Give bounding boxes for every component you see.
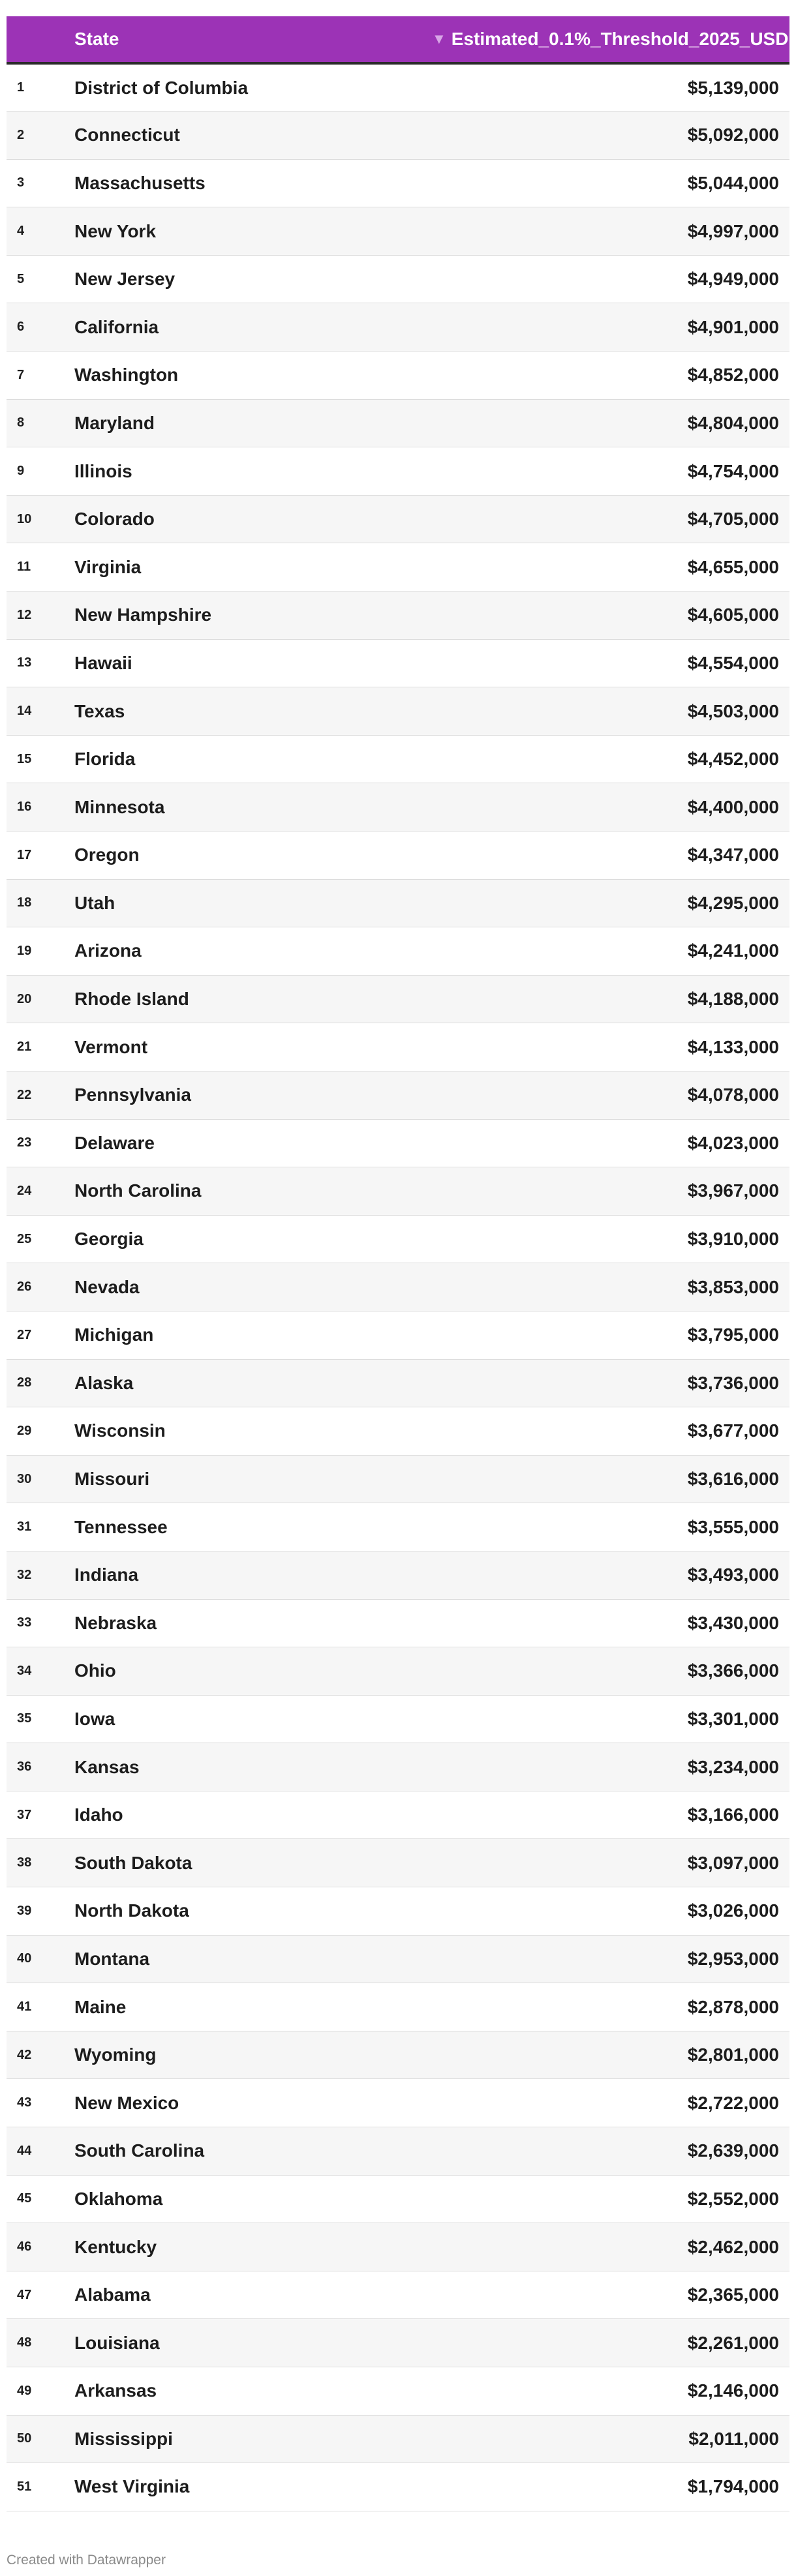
row-threshold: $4,754,000 xyxy=(687,460,779,481)
row-rank: 39 xyxy=(17,1903,32,1918)
row-rank: 16 xyxy=(17,800,32,815)
row-state: Indiana xyxy=(74,1565,139,1585)
table-row xyxy=(7,2367,789,2416)
table-row xyxy=(7,2463,789,2511)
table-row xyxy=(7,1455,789,1503)
row-threshold: $3,366,000 xyxy=(687,1660,779,1681)
row-rank: 25 xyxy=(17,1231,32,1246)
row-threshold: $3,967,000 xyxy=(687,1180,779,1201)
row-threshold: $4,023,000 xyxy=(687,1132,779,1153)
row-threshold: $3,795,000 xyxy=(687,1325,779,1345)
row-rank: 10 xyxy=(17,511,32,526)
row-threshold: $5,092,000 xyxy=(687,125,779,145)
row-threshold: $2,261,000 xyxy=(687,2332,779,2353)
table-row xyxy=(7,1119,789,1167)
row-rank: 3 xyxy=(17,175,25,190)
table-row xyxy=(7,975,789,1023)
row-rank: 8 xyxy=(17,415,25,430)
table-row xyxy=(7,2127,789,2176)
row-rank: 36 xyxy=(17,1760,32,1775)
row-threshold: $2,722,000 xyxy=(687,2092,779,2113)
table-row xyxy=(7,927,789,976)
table-row xyxy=(7,1647,789,1696)
row-threshold: $2,801,000 xyxy=(687,2044,779,2065)
row-threshold: $5,044,000 xyxy=(687,172,779,193)
row-threshold: $3,493,000 xyxy=(687,1565,779,1585)
row-rank: 20 xyxy=(17,991,32,1006)
row-rank: 29 xyxy=(17,1423,32,1438)
row-state: Tennessee xyxy=(74,1516,168,1537)
table-row xyxy=(7,447,789,496)
header-row xyxy=(7,16,789,63)
row-rank: 38 xyxy=(17,1855,32,1870)
row-threshold: $4,078,000 xyxy=(687,1085,779,1105)
row-threshold: $4,901,000 xyxy=(687,316,779,337)
row-state: Idaho xyxy=(74,1805,123,1825)
header-threshold[interactable] xyxy=(432,16,789,63)
row-state: South Dakota xyxy=(74,1852,192,1873)
row-threshold: $3,234,000 xyxy=(687,1756,779,1777)
row-state: Oklahoma xyxy=(74,2188,163,2209)
row-threshold: $4,295,000 xyxy=(687,892,779,913)
row-state: Michigan xyxy=(74,1325,154,1345)
table-row xyxy=(7,1167,789,1216)
row-threshold: $4,241,000 xyxy=(687,940,779,961)
table-row xyxy=(7,1311,789,1359)
row-rank: 37 xyxy=(17,1807,32,1822)
row-threshold: $4,804,000 xyxy=(687,412,779,433)
row-state: Louisiana xyxy=(74,2332,160,2353)
row-state: Alabama xyxy=(74,2284,151,2305)
row-state: Hawaii xyxy=(74,652,132,673)
row-state: West Virginia xyxy=(74,2476,190,2497)
row-threshold: $3,555,000 xyxy=(687,1516,779,1537)
row-rank: 12 xyxy=(17,607,32,622)
row-state: Washington xyxy=(74,365,179,385)
row-state: California xyxy=(74,316,159,337)
row-threshold: $2,953,000 xyxy=(687,1948,779,1969)
table-row xyxy=(7,543,789,592)
row-state: South Carolina xyxy=(74,2140,205,2161)
table-row xyxy=(7,1407,789,1456)
row-threshold: $4,997,000 xyxy=(687,220,779,241)
table-body xyxy=(7,63,789,2511)
row-threshold: $1,794,000 xyxy=(687,2476,779,2497)
header-state-label: State xyxy=(74,29,119,49)
row-rank: 47 xyxy=(17,2287,32,2302)
table-header xyxy=(7,16,789,63)
row-rank: 18 xyxy=(17,895,32,910)
row-threshold: $3,853,000 xyxy=(687,1276,779,1297)
row-threshold: $3,097,000 xyxy=(687,1852,779,1873)
header-state[interactable] xyxy=(74,16,432,63)
table-row xyxy=(7,352,789,400)
row-rank: 43 xyxy=(17,2095,32,2110)
row-rank: 2 xyxy=(17,127,25,142)
row-state: Missouri xyxy=(74,1469,150,1490)
row-state: North Carolina xyxy=(74,1180,202,1201)
row-rank: 22 xyxy=(17,1087,32,1102)
data-table xyxy=(7,16,789,2511)
row-rank: 46 xyxy=(17,2239,32,2254)
row-rank: 14 xyxy=(17,704,32,719)
row-state: District of Columbia xyxy=(74,77,249,98)
row-threshold: $3,910,000 xyxy=(687,1229,779,1250)
row-rank: 42 xyxy=(17,2047,32,2062)
table-row xyxy=(7,639,789,687)
row-rank: 31 xyxy=(17,1520,32,1535)
row-threshold: $4,133,000 xyxy=(687,1036,779,1057)
table-row xyxy=(7,687,789,736)
row-rank: 51 xyxy=(17,2479,32,2494)
triangle-down-icon: ▼ xyxy=(432,31,446,47)
row-rank: 7 xyxy=(17,367,25,382)
row-rank: 23 xyxy=(17,1135,32,1150)
row-rank: 48 xyxy=(17,2335,32,2350)
row-threshold: $2,146,000 xyxy=(687,2380,779,2401)
row-state: Wisconsin xyxy=(74,1420,166,1441)
row-threshold: $4,188,000 xyxy=(687,989,779,1010)
row-threshold: $4,400,000 xyxy=(687,796,779,817)
row-threshold: $2,878,000 xyxy=(687,1996,779,2017)
row-state: Virginia xyxy=(74,556,142,577)
table-row xyxy=(7,1743,789,1791)
row-state: Connecticut xyxy=(74,125,180,145)
table-row xyxy=(7,1791,789,1839)
row-threshold: $3,430,000 xyxy=(687,1612,779,1633)
row-state: New Jersey xyxy=(74,269,176,290)
table-row xyxy=(7,112,789,160)
table-row xyxy=(7,159,789,207)
row-state: Massachusetts xyxy=(74,172,206,193)
row-threshold: $4,655,000 xyxy=(687,556,779,577)
row-rank: 35 xyxy=(17,1711,32,1726)
row-rank: 17 xyxy=(17,847,32,862)
row-threshold: $3,301,000 xyxy=(687,1708,779,1729)
row-threshold: $3,677,000 xyxy=(687,1420,779,1441)
row-state: Alaska xyxy=(74,1372,134,1393)
row-state: Colorado xyxy=(74,509,155,530)
row-rank: 21 xyxy=(17,1040,32,1055)
table-row xyxy=(7,255,789,303)
row-rank: 15 xyxy=(17,751,32,766)
table-row xyxy=(7,1599,789,1647)
row-rank: 11 xyxy=(17,560,31,575)
row-state: Rhode Island xyxy=(74,989,189,1010)
row-rank: 49 xyxy=(17,2383,32,2398)
table-row xyxy=(7,399,789,447)
header-threshold-label: Estimated_0.1%_Threshold_2025_USD xyxy=(451,29,789,49)
row-state: North Dakota xyxy=(74,1900,189,1921)
row-rank: 6 xyxy=(17,320,25,335)
table-row xyxy=(7,1983,789,2031)
row-threshold: $4,852,000 xyxy=(687,365,779,385)
row-threshold: $4,503,000 xyxy=(687,700,779,721)
row-state: Ohio xyxy=(74,1660,116,1681)
row-state: Pennsylvania xyxy=(74,1085,191,1105)
row-state: Vermont xyxy=(74,1036,148,1057)
row-threshold: $2,365,000 xyxy=(687,2284,779,2305)
row-threshold: $3,736,000 xyxy=(687,1372,779,1393)
row-rank: 9 xyxy=(17,464,25,479)
row-state: Arkansas xyxy=(74,2380,157,2401)
table-row xyxy=(7,1071,789,1119)
table-row xyxy=(7,2319,789,2367)
row-threshold: $4,452,000 xyxy=(687,749,779,770)
table-row xyxy=(7,2223,789,2271)
row-state: Utah xyxy=(74,892,115,913)
row-state: Kansas xyxy=(74,1756,140,1777)
row-rank: 33 xyxy=(17,1615,32,1630)
table-row xyxy=(7,1503,789,1551)
table-row xyxy=(7,879,789,927)
row-threshold: $2,639,000 xyxy=(687,2140,779,2161)
row-state: Minnesota xyxy=(74,796,165,817)
row-state: Texas xyxy=(74,700,125,721)
row-threshold: $4,347,000 xyxy=(687,845,779,865)
row-threshold: $3,616,000 xyxy=(687,1469,779,1490)
table-row xyxy=(7,2271,789,2319)
table-row xyxy=(7,1215,789,1263)
table-row xyxy=(7,1263,789,1311)
row-rank: 5 xyxy=(17,271,25,286)
row-state: New Mexico xyxy=(74,2092,179,2113)
row-threshold: $4,605,000 xyxy=(687,605,779,625)
row-state: Montana xyxy=(74,1948,150,1969)
row-state: Iowa xyxy=(74,1708,115,1729)
row-rank: 27 xyxy=(17,1327,32,1342)
table-row xyxy=(7,592,789,640)
row-state: Georgia xyxy=(74,1229,144,1250)
row-threshold: $4,705,000 xyxy=(687,509,779,530)
datawrapper-credit: Created with Datawrapper xyxy=(7,2553,166,2568)
row-state: Oregon xyxy=(74,845,140,865)
table-row xyxy=(7,303,789,352)
table-row xyxy=(7,63,789,112)
row-rank: 4 xyxy=(17,224,25,239)
row-threshold: $3,166,000 xyxy=(687,1805,779,1825)
table-row xyxy=(7,207,789,256)
row-rank: 13 xyxy=(17,655,32,670)
row-rank: 45 xyxy=(17,2191,32,2206)
row-rank: 1 xyxy=(17,80,25,95)
table-row xyxy=(7,1887,789,1936)
table-row xyxy=(7,2415,789,2463)
row-rank: 34 xyxy=(17,1663,32,1678)
row-threshold: $2,462,000 xyxy=(687,2236,779,2257)
row-state: New York xyxy=(74,220,157,241)
row-threshold: $4,949,000 xyxy=(687,269,779,290)
row-rank: 26 xyxy=(17,1280,32,1295)
row-threshold: $2,011,000 xyxy=(688,2428,779,2449)
table-row xyxy=(7,1359,789,1407)
table-row xyxy=(7,735,789,783)
table-row xyxy=(7,1551,789,1599)
table-row xyxy=(7,831,789,880)
row-rank: 32 xyxy=(17,1567,32,1582)
table-row xyxy=(7,783,789,831)
row-rank: 30 xyxy=(17,1471,32,1486)
row-rank: 24 xyxy=(17,1183,32,1198)
table-row xyxy=(7,2079,789,2127)
header-rank[interactable] xyxy=(7,16,74,63)
table-row xyxy=(7,495,789,543)
table-row xyxy=(7,1695,789,1743)
row-state: Florida xyxy=(74,749,136,770)
table-row xyxy=(7,2031,789,2079)
table-row xyxy=(7,1935,789,1983)
row-threshold: $5,139,000 xyxy=(687,77,779,98)
row-rank: 41 xyxy=(17,1999,32,2014)
row-state: Mississippi xyxy=(74,2428,173,2449)
row-state: Maryland xyxy=(74,412,155,433)
table-row xyxy=(7,1839,789,1887)
row-threshold: $4,554,000 xyxy=(687,652,779,673)
table-row xyxy=(7,2175,789,2223)
row-state: Wyoming xyxy=(74,2044,157,2065)
row-state: Maine xyxy=(74,1996,127,2017)
row-rank: 28 xyxy=(17,1375,32,1390)
row-state: Illinois xyxy=(74,460,132,481)
row-state: Arizona xyxy=(74,940,142,961)
row-rank: 40 xyxy=(17,1951,32,1966)
row-threshold: $2,552,000 xyxy=(687,2188,779,2209)
data-table-container xyxy=(7,16,789,2511)
row-rank: 50 xyxy=(17,2431,32,2446)
row-state: Delaware xyxy=(74,1132,155,1153)
row-threshold: $3,026,000 xyxy=(687,1900,779,1921)
row-state: Nebraska xyxy=(74,1612,157,1633)
table-row xyxy=(7,1023,789,1071)
row-rank: 19 xyxy=(17,943,32,958)
row-rank: 44 xyxy=(17,2143,32,2158)
row-state: Nevada xyxy=(74,1276,140,1297)
row-state: New Hampshire xyxy=(74,605,212,625)
row-state: Kentucky xyxy=(74,2236,157,2257)
